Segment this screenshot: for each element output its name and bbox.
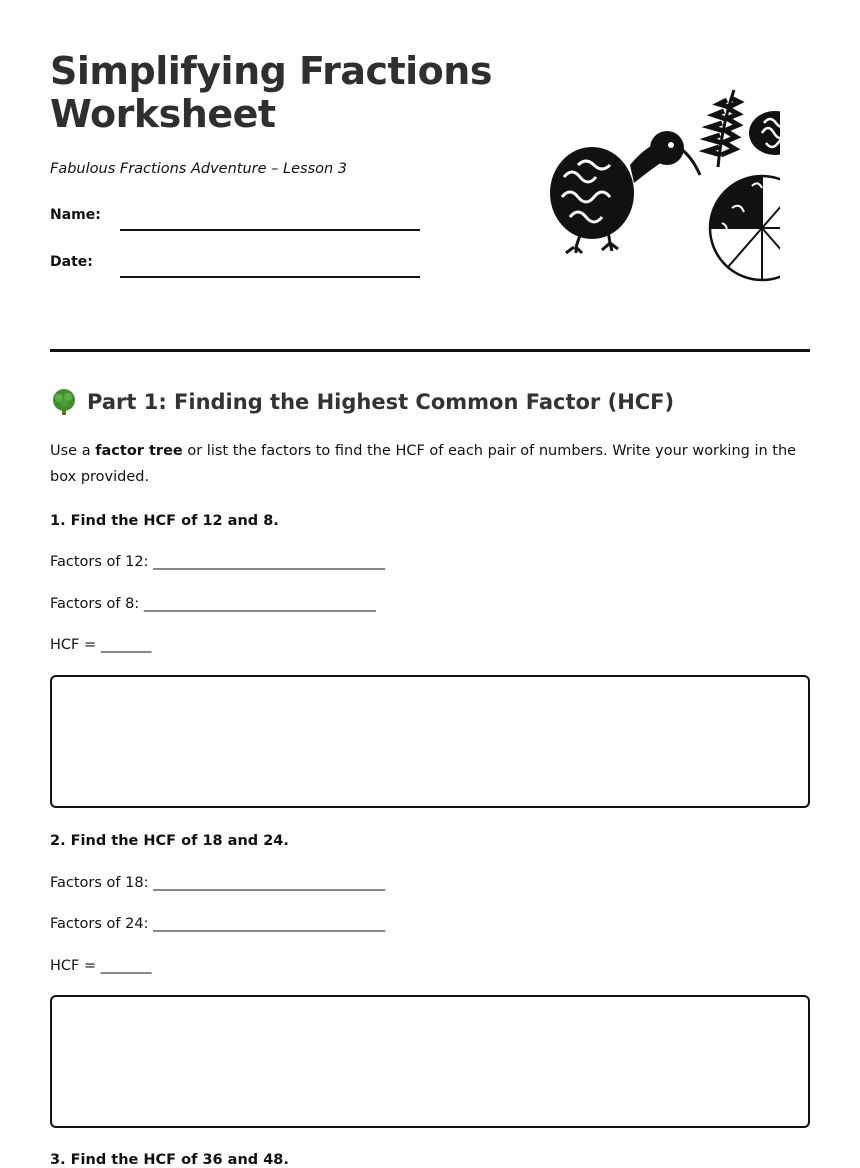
- name-field[interactable]: [120, 229, 420, 231]
- question-2-title: 2. Find the HCF of 18 and 24.: [50, 833, 289, 849]
- question-1-title: 1. Find the HCF of 12 and 8.: [50, 513, 279, 529]
- question-2-factors-b[interactable]: Factors of 24: ________________________________: [50, 916, 386, 932]
- kiwi-bird-icon: [550, 131, 700, 253]
- intro-text-1: Use a: [50, 443, 96, 459]
- question-2-factors-a[interactable]: Factors of 18: ________________________________: [50, 875, 386, 891]
- fraction-circle-icon: [710, 176, 780, 280]
- title-line-1: Simplifying Fractions: [50, 49, 492, 93]
- header-illustration: [550, 85, 780, 285]
- part1-title-text: Part 1: Finding the Highest Common Factor (HCF): [87, 390, 675, 414]
- koru-swirl-icon: [749, 111, 780, 155]
- question-1-factors-a[interactable]: Factors of 12: ________________________________: [50, 554, 386, 570]
- question-1-hcf[interactable]: HCF = _______: [50, 637, 152, 653]
- page-title: [50, 50, 492, 136]
- title-line-2: Worksheet: [50, 92, 276, 136]
- question-1-working-box[interactable]: [50, 675, 810, 808]
- question-1-factors-b[interactable]: Factors of 8: ________________________________: [50, 596, 376, 612]
- part1-title: [50, 388, 674, 416]
- date-label: Date:: [50, 254, 93, 270]
- name-label: Name:: [50, 207, 101, 223]
- tree-icon: [50, 388, 78, 416]
- lesson-subtitle: Fabulous Fractions Adventure – Lesson 3: [50, 161, 348, 177]
- intro-text-2: or list the factors to find the HCF of each pair of numbers. Write your working in the box provided.: [50, 443, 797, 485]
- intro-emphasis: factor tree: [95, 443, 183, 459]
- part1-intro: [50, 438, 810, 490]
- fern-frond-icon: [707, 90, 739, 167]
- header-divider: [50, 349, 810, 352]
- question-2-working-box[interactable]: [50, 995, 810, 1128]
- question-3-title: 3. Find the HCF of 36 and 48.: [50, 1152, 289, 1168]
- question-2-hcf[interactable]: HCF = _______: [50, 958, 152, 974]
- date-field[interactable]: [120, 276, 420, 278]
